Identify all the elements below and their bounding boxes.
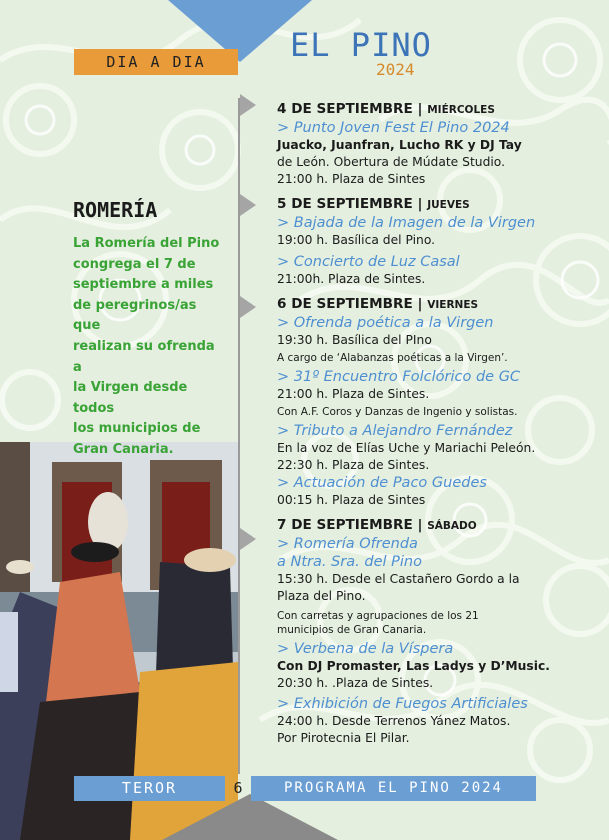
section-tag: DIA A DIA <box>74 49 238 75</box>
event-detail: Con DJ Promaster, Las Ladys y D’Music. <box>277 659 550 673</box>
event-note: Con A.F. Coros y Danzas de Ingenio y solistas. <box>277 406 518 418</box>
event-title: > Ofrenda poética a la Virgen <box>277 315 494 331</box>
day-marker <box>240 296 256 318</box>
event-detail: 15:30 h. Desde el Castañero Gordo a la <box>277 572 520 586</box>
event-detail: 21:00 h. Plaza de Sintes. <box>277 387 430 401</box>
day-heading <box>277 101 597 119</box>
day-marker <box>240 528 256 550</box>
day-date: 5 DE SEPTIEMBRE | <box>277 196 423 212</box>
romeria-line: Gran Canaria. <box>73 441 174 457</box>
romeria-line: de peregrinos/as que <box>73 297 197 334</box>
event-title: > Verbena de la Víspera <box>277 641 454 657</box>
footer-bar <box>74 776 536 801</box>
day-weekday: MIÉRCOLES <box>427 104 495 116</box>
event-detail: 20:30 h. .Plaza de Sintes. <box>277 676 434 690</box>
event-detail: de León. Obertura de Múdate Studio. <box>277 155 506 169</box>
event-title: > Tributo a Alejandro Fernández <box>277 423 513 439</box>
event-detail: 00:15 h. Plaza de Sintes <box>277 493 426 507</box>
footer-program: PROGRAMA EL PINO 2024 <box>251 776 536 801</box>
event-title: > Punto Joven Fest El Pino 2024 <box>277 120 510 136</box>
romeria-description <box>73 234 223 461</box>
day-weekday: VIERNES <box>427 299 479 311</box>
event-note: Con carretas y agrupaciones de los 21 <box>277 610 479 622</box>
event-title: > Exhibición de Fuegos Artificiales <box>277 696 528 712</box>
day-heading <box>277 296 597 314</box>
event-detail: Plaza del Pino. <box>277 589 366 603</box>
romeria-line: realizan su ofrenda a <box>73 338 215 375</box>
event-note: municipios de Gran Canaria. <box>277 624 427 636</box>
day-date: 4 DE SEPTIEMBRE | <box>277 101 423 117</box>
day-heading <box>277 196 597 214</box>
event-detail: 21:00 h. Plaza de Sintes <box>277 172 426 186</box>
romeria-line: septiembre a miles <box>73 277 214 293</box>
page-number: 6 <box>233 779 243 797</box>
event-detail: 22:30 h. Plaza de Sintes. <box>277 458 430 472</box>
event-title: > Concierto de Luz Casal <box>277 254 460 270</box>
romeria-line: congrega el 7 de <box>73 256 196 272</box>
day-date: 7 DE SEPTIEMBRE | <box>277 517 423 533</box>
event-detail: 19:00 h. Basílica del Pino. <box>277 233 436 247</box>
day-marker <box>240 194 256 216</box>
event-detail: 24:00 h. Desde Terrenos Yánez Matos. <box>277 714 511 728</box>
event-detail: En la voz de Elías Uche y Mariachi Peleón. <box>277 441 536 455</box>
page-year: 2024 <box>376 60 415 79</box>
day-heading <box>277 517 597 535</box>
event-detail: 19:30 h. Basílica del PIno <box>277 333 432 347</box>
event-title: > Romería Ofrenda <box>277 536 418 552</box>
day-weekday: SÁBADO <box>427 520 477 532</box>
event-title: > Actuación de Paco Guedes <box>277 475 487 491</box>
romeria-line: los municipios de <box>73 421 201 437</box>
event-title: > 31º Encuentro Folclórico de GC <box>277 369 521 385</box>
day-weekday: JUEVES <box>427 199 470 211</box>
event-detail: Por Pirotecnia El Pilar. <box>277 731 410 745</box>
program-list <box>277 101 597 747</box>
event-detail: 21:00h. Plaza de Sintes. <box>277 272 426 286</box>
event-title: > Bajada de la Imagen de la Virgen <box>277 215 536 231</box>
event-detail: Juacko, Juanfran, Lucho RK y DJ Tay <box>277 138 522 152</box>
day-date: 6 DE SEPTIEMBRE | <box>277 296 423 312</box>
event-note: A cargo de ‘Alabanzas poéticas a la Virgen’. <box>277 352 508 364</box>
romeria-line: La Romería del Pino <box>73 236 220 251</box>
event-title: a Ntra. Sra. del Pino <box>277 554 422 570</box>
day-marker <box>240 94 256 116</box>
page-title: EL PINO <box>290 26 432 64</box>
romeria-heading: ROMERÍA <box>73 198 158 222</box>
romeria-line: la Virgen desde todos <box>73 380 188 416</box>
footer-town: TEROR <box>74 776 225 801</box>
